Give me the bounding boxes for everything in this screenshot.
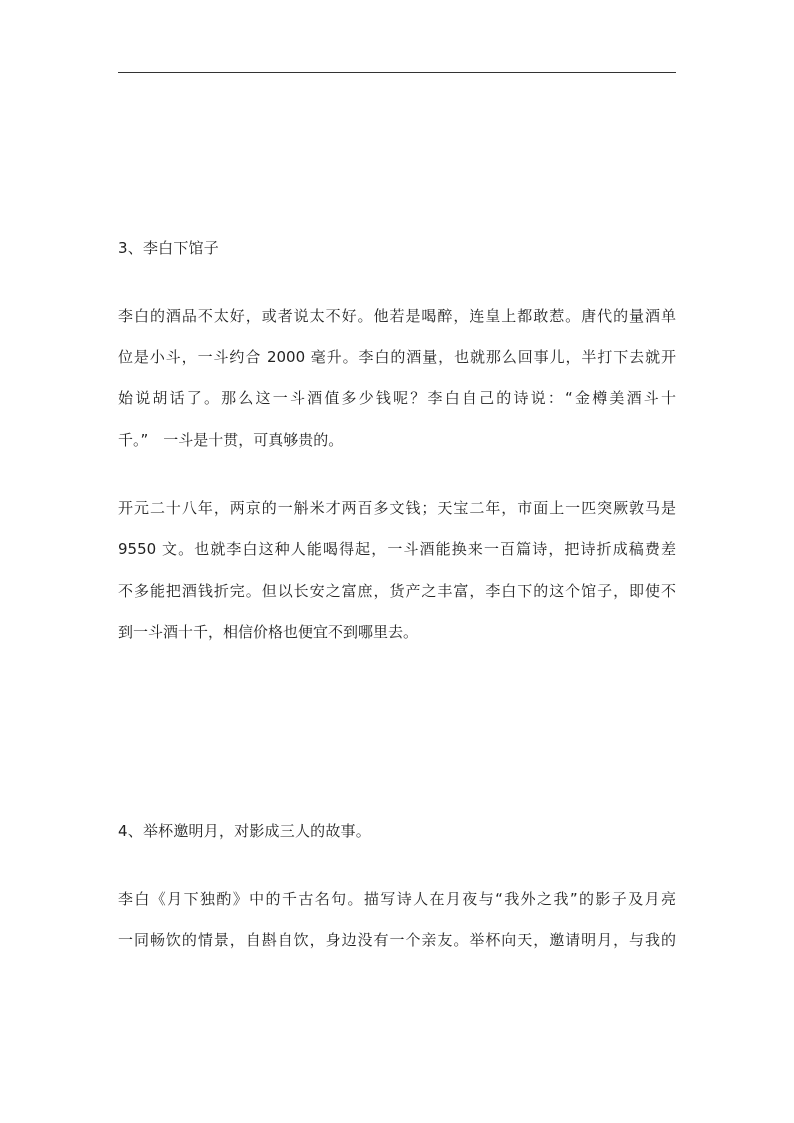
header-rule: [118, 72, 676, 73]
section-3-heading: 3、李白下馆子: [118, 239, 219, 257]
text-line: 李白《月下独酌》中的千古名句。描写诗人在月夜与“我外之我”的影子及月亮: [118, 890, 676, 908]
text-line: 一同畅饮的情景，自斟自饮，身边没有一个亲友。举杯向天，邀请明月，与我的: [118, 931, 676, 949]
text-line: 不多能把酒钱折完。但以长安之富庶，货产之丰富，李白下的这个馆子，即使不: [118, 582, 676, 600]
text-line: 位是小斗，一斗约合 2000 毫升。李白的酒量，也就那么回事儿，半打下去就开: [118, 348, 676, 366]
text-line: 李白的酒品不太好，或者说太不好。他若是喝醉，连皇上都敢惹。唐代的量酒单: [118, 307, 676, 325]
text-line: 千。” 一斗是十贯，可真够贵的。: [118, 431, 344, 449]
text-line: 9550 文。也就李白这种人能喝得起，一斗酒能换来一百篇诗，把诗折成稿费差: [118, 540, 676, 558]
text-line: 开元二十八年，两京的一斛米才两百多文钱；天宝二年，市面上一匹突厥敦马是: [118, 499, 676, 517]
text-line: 始说胡话了。那么这一斗酒值多少钱呢？李白自己的诗说：“金樽美酒斗十: [118, 389, 676, 407]
section-4-heading: 4、举杯邀明月，对影成三人的故事。: [118, 822, 371, 840]
text-line: 到一斗酒十千，相信价格也便宜不到哪里去。: [118, 623, 419, 641]
